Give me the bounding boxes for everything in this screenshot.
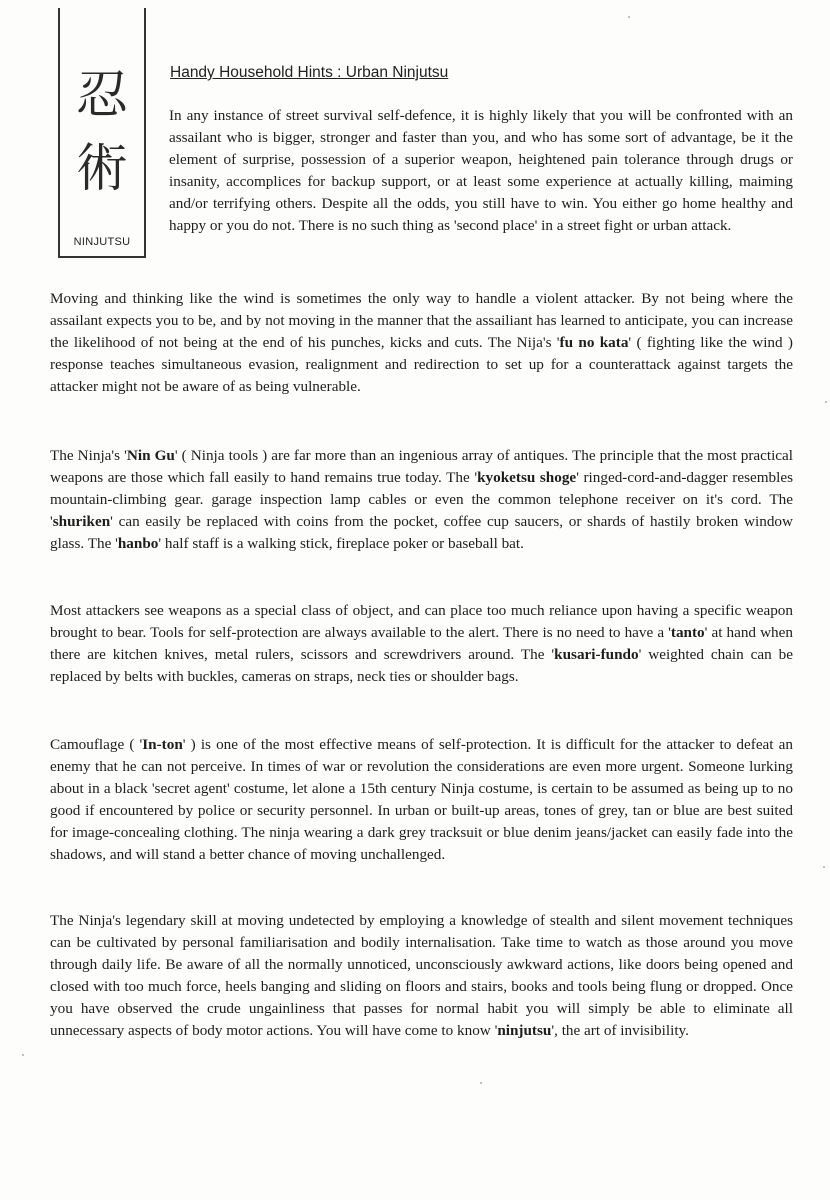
scan-speck bbox=[628, 16, 630, 18]
text: Moving and thinking like the wind is sometimes the only way to handle a violent attacker. By not being where the assailant expects you to be, and by not moving in the manner that the assailiant has learned to anticipate, you can increase the likelihood of not being at the end of his punches, kicks and cuts. The Nija's ' bbox=[50, 290, 793, 352]
text: ' can easily be replaced with coins from the pocket, coffee cup saucers, or shards of hastily broken window glass. The ' bbox=[50, 513, 793, 553]
term: fu no kata bbox=[559, 334, 629, 352]
scan-speck bbox=[480, 1082, 482, 1084]
paragraph-tools bbox=[50, 445, 793, 555]
ninjutsu-badge bbox=[58, 8, 146, 258]
badge-label: NINJUTSU bbox=[73, 236, 131, 248]
scan-speck bbox=[22, 1054, 24, 1056]
paragraph-weapons bbox=[50, 600, 793, 688]
text: The Ninja's ' bbox=[50, 447, 127, 464]
kanji-nin: 忍 bbox=[75, 66, 128, 126]
text: ', the art of invisibility. bbox=[551, 1022, 689, 1040]
paragraph-camouflage bbox=[50, 734, 793, 867]
term: shuriken bbox=[52, 513, 111, 531]
intro-paragraph: In any instance of street survival self-defence, it is highly likely that you will be confronted with an assailant who is bigger, stronger and faster than you, and who has some sort of advantage, be it the element of surprise, possession of a superior weapon, heightened pain tolerance through drugs or insanity, accomplices for backup support, or at least some experience at actually killing, maiming and/or terrifying others. Despite all the odds, you still have to win. You either go home healthy and happy or you do not. There is no such thing as 'second place' in a street fight or urban attack. bbox=[169, 107, 793, 235]
term: hanbo bbox=[117, 535, 159, 553]
scan-speck bbox=[823, 866, 825, 868]
term: Nin Gu bbox=[126, 447, 175, 464]
term: In-ton bbox=[142, 736, 183, 753]
term: kyoketsu shoge bbox=[477, 469, 577, 487]
text: ' ( fighting like the wind ) response teaches simultaneous evasion, realignment and redirection to set up for a counterattack against targets the attacker might not be aware of as being vulnerable. bbox=[50, 334, 793, 396]
text: The Ninja's legendary skill at moving undetected by employing a knowledge of stealth and silent movement techniques can be cultivated by personal familiarisation and bodily internalisation. Take time to watch as those around you move through daily life. Be aware of all the normally unnoticed, unconsciously awkward actions, like doors being opened and closed with too much force, heels banging and sliding on floors and stairs, books and tools being flung or dropped. Once you have observed the crude ungainliness that passes for normal habit you will simply be able to eliminate all unnecessary aspects of body motor actions. You will have come to know ' bbox=[50, 912, 793, 1040]
term: tanto bbox=[670, 624, 705, 642]
term: kusari-fundo bbox=[554, 646, 639, 664]
kanji-jutsu: 術 bbox=[75, 139, 128, 199]
paragraph-wind bbox=[50, 288, 793, 398]
text: ' weighted chain can be replaced by belts with buckles, cameras on straps, neck ties or shoulder bags. bbox=[50, 646, 793, 686]
scan-speck bbox=[825, 401, 827, 403]
text: ' half staff is a walking stick, fireplace poker or baseball bat. bbox=[158, 535, 524, 553]
paragraph-stealth bbox=[50, 910, 793, 1043]
text: ' at hand when there are kitchen knives, metal rulers, scissors and screwdrivers around. The ' bbox=[50, 624, 793, 664]
text: Most attackers see weapons as a special class of object, and can place too much reliance upon having a specific weapon brought to bear. Tools for self-protection are always available to the alert. There is no need to have a ' bbox=[50, 602, 793, 642]
term: ninjutsu bbox=[497, 1022, 552, 1040]
page-title: Handy Household Hints : Urban Ninjutsu bbox=[170, 64, 449, 81]
text: ' ringed-cord-and-dagger resembles mountain-climbing gear. garage inspection lamp cables or even the common telephone receiver on it's cord. The ' bbox=[50, 469, 794, 531]
text: ' ( Ninja tools ) are far more than an ingenious array of antiques. The principle that the most practical weapons are those which fall easily to hand remains true today. The ' bbox=[50, 447, 793, 487]
text: ' ) is one of the most effective means of self-protection. It is difficult for the attacker to defeat an enemy that he can not perceive. In times of war or revolution the considerations are even more urgent. Someone lurking about in a black 'secret agent' costume, let alone a 15th century Ninja costume, is certain to be assumed as being up to no good if encountered by police or security personnel. In urban or built-up areas, tones of grey, tan or blue are best suited for image-concealing clothing. The ninja wearing a dark grey tracksuit or blue denim jeans/jacket can easily fade into the shadows, and will stand a better chance of moving unchallenged. bbox=[50, 736, 793, 864]
text: Camouflage ( ' bbox=[50, 736, 143, 753]
